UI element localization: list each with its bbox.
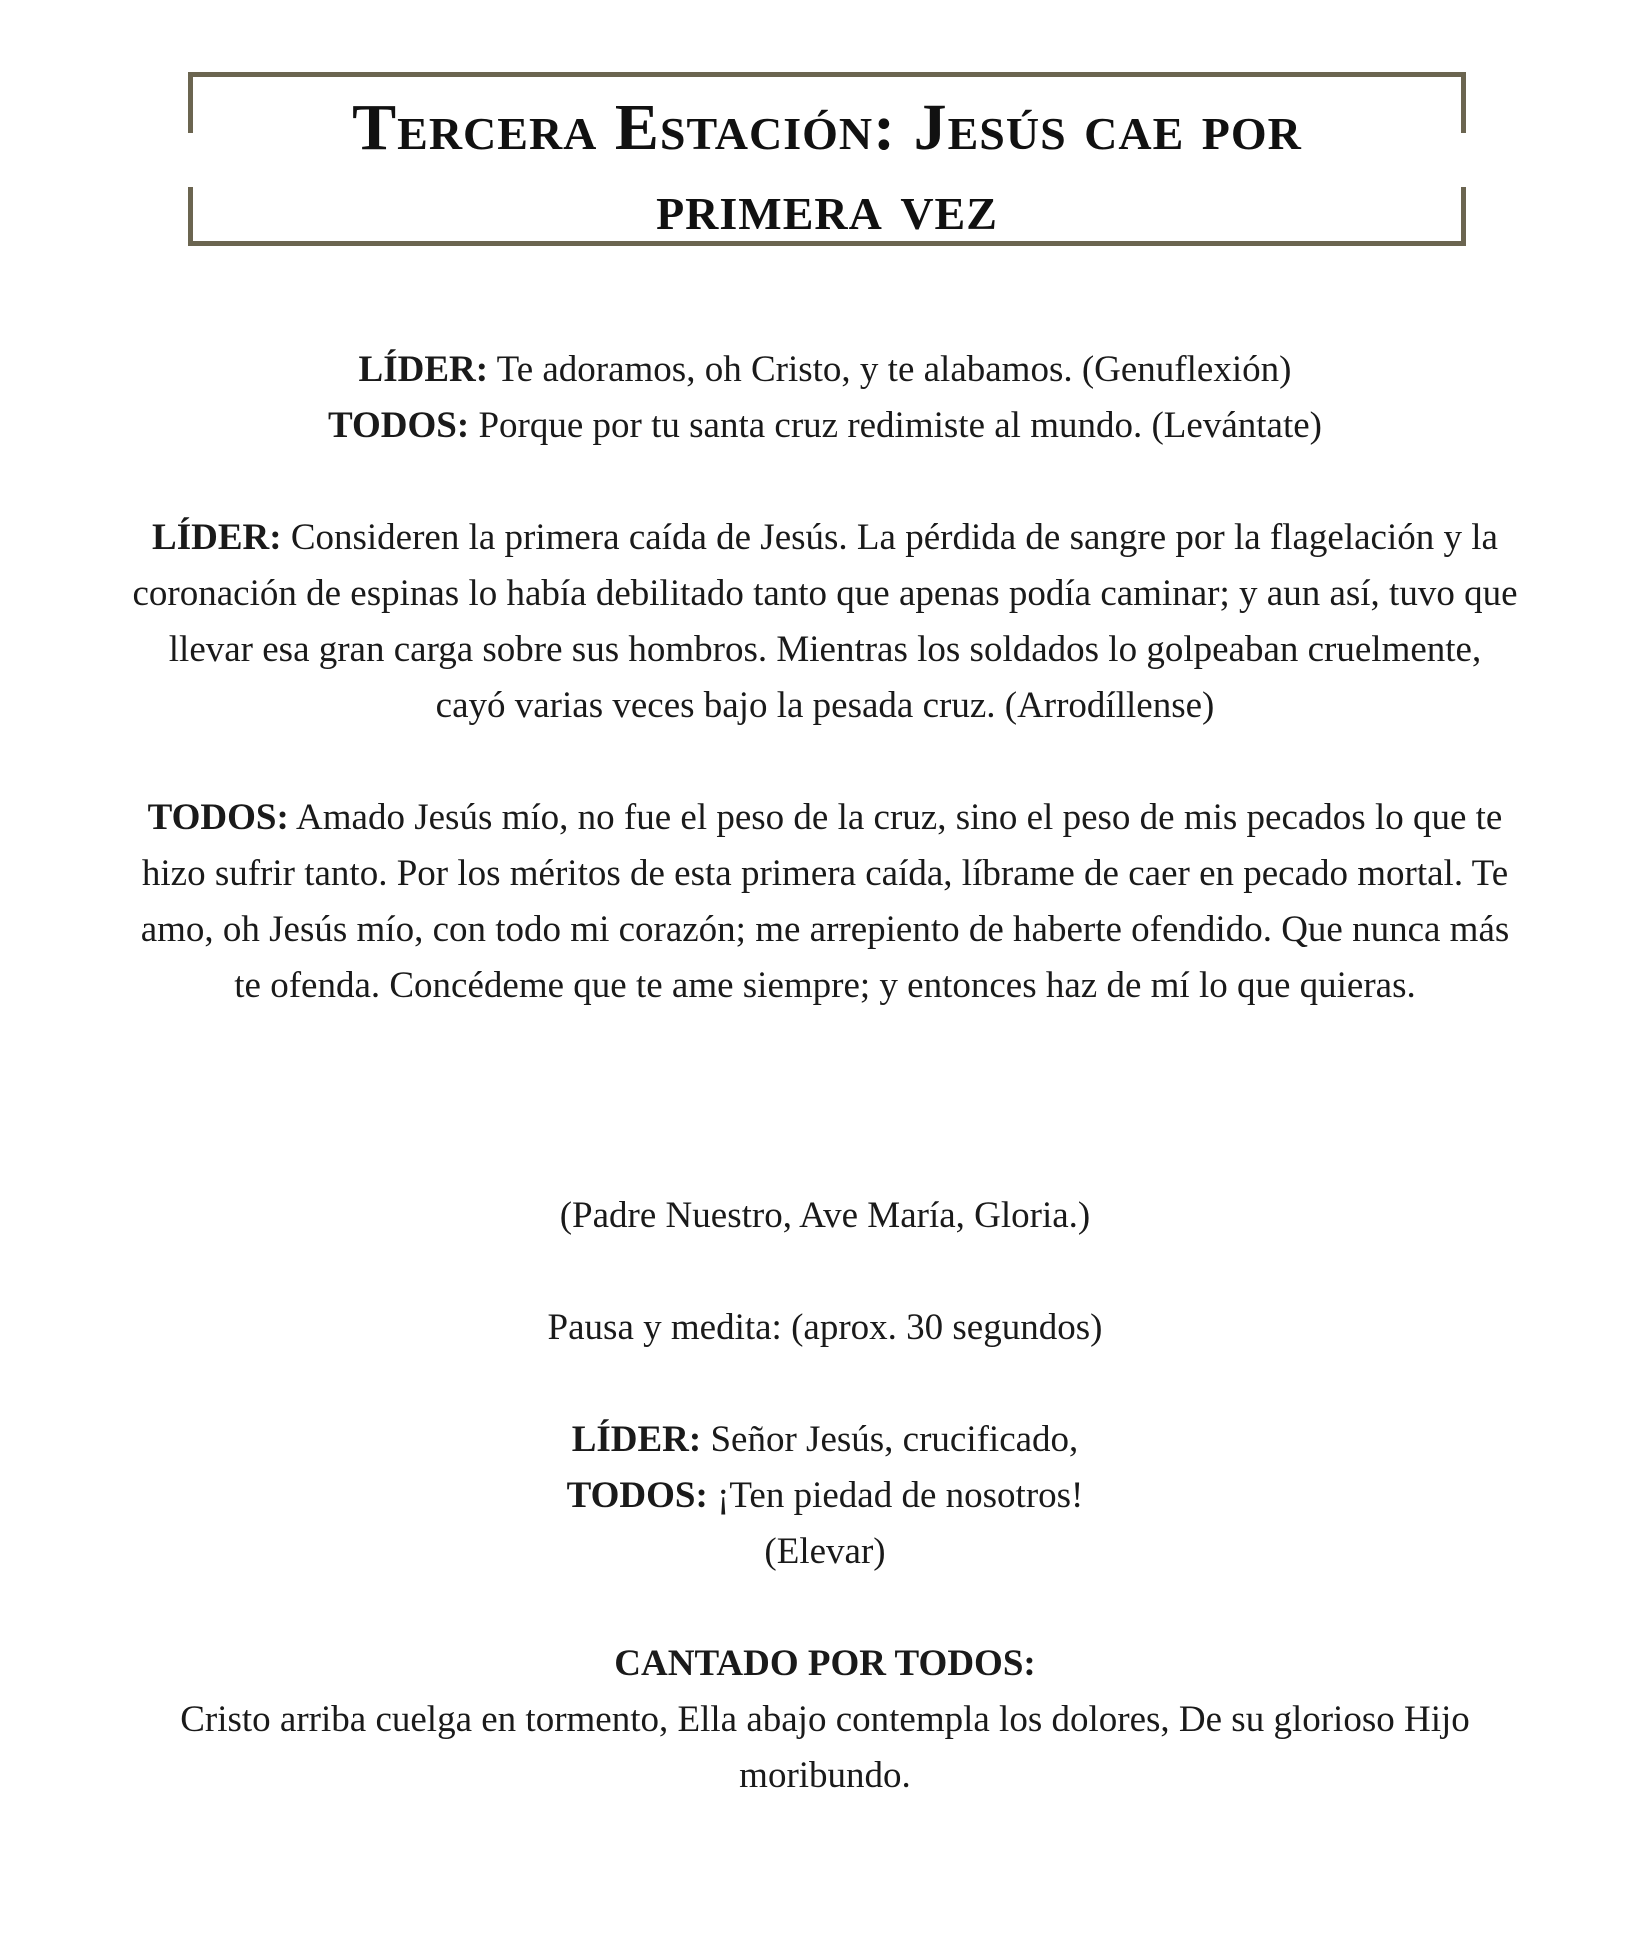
song-label: CANTADO POR TODOS:: [614, 1643, 1036, 1684]
closing-note: (Elevar): [764, 1531, 886, 1572]
opening-leader-text: Te adoramos, oh Cristo, y te alabamos. (Genuflexión): [496, 349, 1292, 390]
closing-all-line: [130, 1468, 1520, 1524]
song-section: [130, 1636, 1520, 1804]
opening-all-line: [130, 398, 1520, 454]
closing-leader-text: Señor Jesús, crucificado,: [710, 1419, 1079, 1460]
song-text: Cristo arriba cuelga en tormento, Ella abajo contempla los dolores, De su glorioso Hijo moribundo.: [180, 1699, 1470, 1796]
speaker-label-all: TODOS:: [566, 1475, 708, 1516]
all-prayer: [130, 790, 1520, 1014]
closing-leader-line: [130, 1412, 1520, 1468]
opening-exchange: [130, 342, 1520, 454]
prayers-note: (Padre Nuestro, Ave María, Gloria.): [559, 1195, 1091, 1236]
speaker-label-all: TODOS:: [147, 797, 289, 838]
title-frame: [188, 72, 1466, 246]
leader-meditation: [130, 510, 1520, 734]
all-prayer-text: Amado Jesús mío, no fue el peso de la cruz, sino el peso de mis pecados lo que te hizo sufrir tanto. Por los méritos de esta primera caída, líbrame de caer en pecado mortal. Te amo, oh Jesús mío, con todo mi corazón; me arrepiento de haberte ofendido. Que nunca más te ofenda. Concédeme que te ame siempre; y entonces haz de mí lo que quieras.: [140, 797, 1510, 1006]
title-line-1: Tercera Estación: Jesús cae por: [352, 91, 1302, 164]
speaker-label-leader: LÍDER:: [152, 517, 282, 558]
closing-all-text: ¡Ten piedad de nosotros!: [717, 1475, 1084, 1516]
pause-instruction: Pausa y medita: (aprox. 30 segundos): [547, 1307, 1103, 1348]
closing-exchange: [130, 1412, 1520, 1580]
title-line-2: primera vez: [656, 171, 998, 244]
opening-all-text: Porque por tu santa cruz redimiste al mundo. (Levántate): [478, 405, 1322, 446]
leader-meditation-text: Consideren la primera caída de Jesús. La pérdida de sangre por la flagelación y la coronación de espinas lo había debilitado tanto que apenas podía caminar; y aun así, tuvo que llevar esa gran carga sobre sus hombros. Mientras los soldados lo golpeaban cruelmente, cayó varias veces bajo la pesada cruz. (Arrodíllense): [132, 517, 1518, 726]
speaker-label-all: TODOS:: [328, 405, 470, 446]
speaker-label-leader: LÍDER:: [358, 349, 489, 390]
opening-leader-line: [130, 342, 1520, 398]
page-title: [228, 88, 1426, 248]
speaker-label-leader: LÍDER:: [571, 1419, 702, 1460]
